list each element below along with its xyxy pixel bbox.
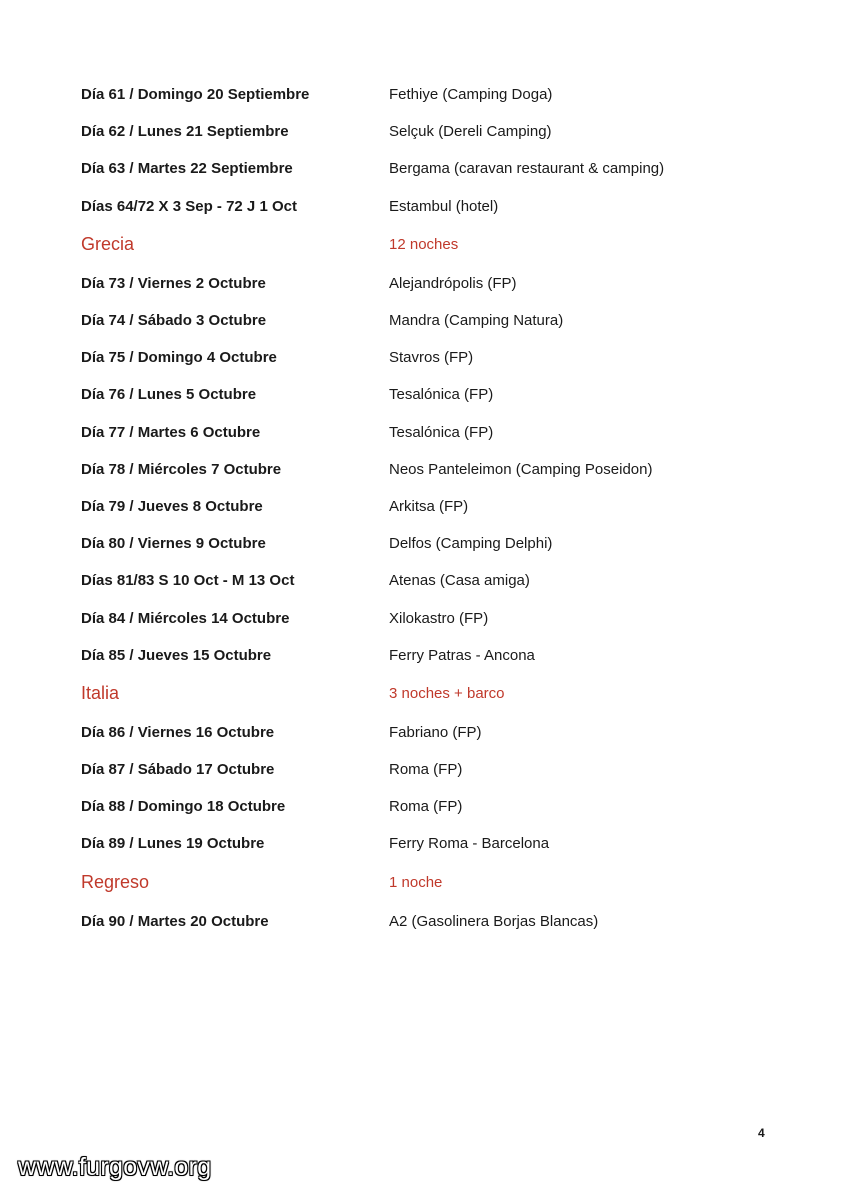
section-country: Grecia xyxy=(81,234,135,255)
itinerary-row xyxy=(81,525,801,562)
day-label: Día 74 / Sábado 3 Octubre xyxy=(81,312,267,330)
day-label: Día 80 / Viernes 9 Octubre xyxy=(81,535,266,553)
itinerary-row xyxy=(81,339,801,376)
itinerary-row xyxy=(81,265,801,302)
itinerary-row xyxy=(81,376,801,413)
itinerary-row xyxy=(81,637,801,674)
place-label: Arkitsa (FP) xyxy=(389,497,469,515)
itinerary-row xyxy=(81,751,801,788)
day-label: Día 78 / Miércoles 7 Octubre xyxy=(81,460,282,478)
day-label: Día 76 / Lunes 5 Octubre xyxy=(81,386,257,404)
place-label: Delfos (Camping Delphi) xyxy=(389,535,553,553)
itinerary-row xyxy=(81,76,801,113)
section-header xyxy=(81,674,801,714)
day-label: Día 86 / Viernes 16 Octubre xyxy=(81,723,275,741)
place-label: Ferry Patras - Ancona xyxy=(389,646,535,664)
itinerary-row xyxy=(81,414,801,451)
itinerary-row xyxy=(81,113,801,150)
itinerary-row xyxy=(81,599,801,636)
place-label: Selçuk (Dereli Camping) xyxy=(389,123,552,141)
place-label: Roma (FP) xyxy=(389,761,463,779)
itinerary-list xyxy=(81,76,801,940)
place-label: Fethiye (Camping Doga) xyxy=(389,86,553,104)
day-label: Día 75 / Domingo 4 Octubre xyxy=(81,349,277,367)
place-label: Fabriano (FP) xyxy=(389,723,482,741)
section-nights: 1 noche xyxy=(389,874,443,892)
day-label: Días 81/83 S 10 Oct - M 13 Oct xyxy=(81,572,295,590)
place-label: A2 (Gasolinera Borjas Blancas) xyxy=(389,912,599,930)
day-label: Día 61 / Domingo 20 Septiembre xyxy=(81,86,310,104)
section-country: Regreso xyxy=(81,872,150,893)
day-label: Día 90 / Martes 20 Octubre xyxy=(81,912,269,930)
place-label: Neos Panteleimon (Camping Poseidon) xyxy=(389,460,653,478)
itinerary-row xyxy=(81,488,801,525)
section-header xyxy=(81,225,801,265)
itinerary-row xyxy=(81,714,801,751)
section-nights: 3 noches + barco xyxy=(389,685,505,703)
place-label: Mandra (Camping Natura) xyxy=(389,312,564,330)
day-label: Días 64/72 X 3 Sep - 72 J 1 Oct xyxy=(81,197,297,215)
place-label: Xilokastro (FP) xyxy=(389,609,489,627)
place-label: Estambul (hotel) xyxy=(389,197,499,215)
place-label: Ferry Roma - Barcelona xyxy=(389,835,550,853)
page-number: 4 xyxy=(758,1126,765,1140)
itinerary-row xyxy=(81,451,801,488)
section-country: Italia xyxy=(81,683,120,704)
section-nights: 12 noches xyxy=(389,236,459,254)
day-label: Día 89 / Lunes 19 Octubre xyxy=(81,835,265,853)
itinerary-row xyxy=(81,788,801,825)
place-label: Alejandrópolis (FP) xyxy=(389,274,517,292)
place-label: Tesalónica (FP) xyxy=(389,423,494,441)
place-label: Stavros (FP) xyxy=(389,349,474,367)
place-label: Tesalónica (FP) xyxy=(389,386,494,404)
day-label: Día 77 / Martes 6 Octubre xyxy=(81,423,261,441)
itinerary-row xyxy=(81,825,801,862)
day-label: Día 88 / Domingo 18 Octubre xyxy=(81,798,286,816)
watermark-logo: www.furgovw.org xyxy=(18,1153,212,1181)
itinerary-row xyxy=(81,903,801,940)
place-label: Bergama (caravan restaurant & camping) xyxy=(389,160,665,178)
place-label: Atenas (Casa amiga) xyxy=(389,572,530,590)
section-header xyxy=(81,863,801,903)
day-label: Día 63 / Martes 22 Septiembre xyxy=(81,160,293,178)
itinerary-row xyxy=(81,150,801,187)
day-label: Día 79 / Jueves 8 Octubre xyxy=(81,497,263,515)
day-label: Día 84 / Miércoles 14 Octubre xyxy=(81,609,290,627)
day-label: Día 85 / Jueves 15 Octubre xyxy=(81,646,272,664)
day-label: Día 62 / Lunes 21 Septiembre xyxy=(81,123,289,141)
day-label: Día 87 / Sábado 17 Octubre xyxy=(81,761,275,779)
place-label: Roma (FP) xyxy=(389,798,463,816)
itinerary-row xyxy=(81,302,801,339)
itinerary-row xyxy=(81,562,801,599)
itinerary-row xyxy=(81,188,801,225)
day-label: Día 73 / Viernes 2 Octubre xyxy=(81,274,266,292)
